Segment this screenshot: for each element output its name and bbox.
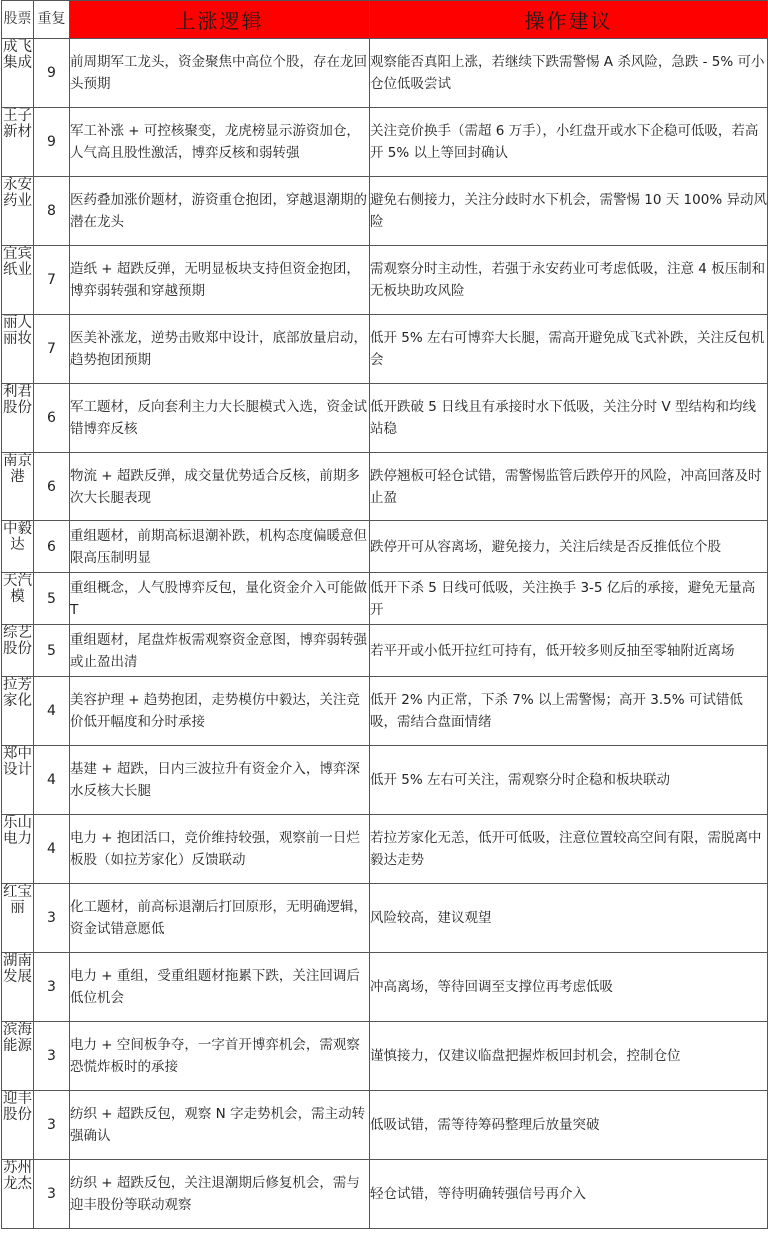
repeat-count-cell: 6 <box>34 384 70 453</box>
repeat-count-cell: 6 <box>34 453 70 521</box>
repeat-count-cell: 3 <box>34 884 70 953</box>
stock-name-cell: 丽人丽妆 <box>2 315 34 384</box>
table-row <box>2 884 768 953</box>
repeat-count-cell: 4 <box>34 815 70 884</box>
advice-cell: 跌停翘板可轻仓试错，需警惕监管后跌停开的风险，冲高回落及时止盈 <box>370 453 768 521</box>
repeat-count-cell: 9 <box>34 39 70 108</box>
advice-cell: 低开 5% 左右可博弈大长腿，需高开避免成飞式补跌，关注反包机会 <box>370 315 768 384</box>
advice-cell: 若平开或小低开拉红可持有，低开较多则反抽至零轴附近离场 <box>370 625 768 677</box>
repeat-count-cell: 5 <box>34 573 70 625</box>
repeat-count-cell: 5 <box>34 625 70 677</box>
repeat-count-cell: 3 <box>34 1160 70 1229</box>
table-row <box>2 677 768 746</box>
table-row <box>2 521 768 573</box>
stock-name-cell: 湖南发展 <box>2 953 34 1022</box>
logic-cell: 基建 + 超跌，日内三波拉升有资金介入，博弈深水反核大长腿 <box>70 746 370 815</box>
logic-cell: 医药叠加涨价题材，游资重仓抱团，穿越退潮期的潜在龙头 <box>70 177 370 246</box>
logic-cell: 重组概念，人气股博弈反包，量化资金介入可能做 T <box>70 573 370 625</box>
repeat-count-cell: 9 <box>34 108 70 177</box>
advice-cell: 跌停开可从容离场，避免接力，关注后续是否反推低位个股 <box>370 521 768 573</box>
logic-cell: 纺织 + 超跌反包，观察 N 字走势机会，需主动转强确认 <box>70 1091 370 1160</box>
advice-cell: 若拉芳家化无恙，低开可低吸，注意位置较高空间有限，需脱离中毅达走势 <box>370 815 768 884</box>
table-row <box>2 953 768 1022</box>
table-row <box>2 315 768 384</box>
stock-name-cell: 天汽模 <box>2 573 34 625</box>
stock-name-cell: 成飞集成 <box>2 39 34 108</box>
header-repeat: 重复 <box>34 1 70 39</box>
table-row <box>2 246 768 315</box>
logic-cell: 化工题材，前高标退潮后打回原形，无明确逻辑，资金试错意愿低 <box>70 884 370 953</box>
advice-cell: 谨慎接力，仅建议临盘把握炸板回封机会，控制仓位 <box>370 1022 768 1091</box>
logic-cell: 重组题材，尾盘炸板需观察资金意图，博弈弱转强或止盈出清 <box>70 625 370 677</box>
logic-cell: 物流 + 超跌反弹，成交量优势适合反核，前期多次大长腿表现 <box>70 453 370 521</box>
advice-cell: 需观察分时主动性，若强于永安药业可考虑低吸，注意 4 板压制和无板块助攻风险 <box>370 246 768 315</box>
advice-cell: 关注竞价换手（需超 6 万手），小红盘开或水下企稳可低吸，若高开 5% 以上等回封确认 <box>370 108 768 177</box>
stock-name-cell: 郑中设计 <box>2 746 34 815</box>
advice-cell: 避免右侧接力，关注分歧时水下机会，需警惕 10 天 100% 异动风险 <box>370 177 768 246</box>
header-advice: 操作建议 <box>370 1 768 39</box>
advice-cell: 低开下杀 5 日线可低吸，关注换手 3-5 亿后的承接，避免无量高开 <box>370 573 768 625</box>
stock-name-cell: 永安药业 <box>2 177 34 246</box>
logic-cell: 造纸 + 超跌反弹，无明显板块支持但资金抱团，博弈弱转强和穿越预期 <box>70 246 370 315</box>
logic-cell: 医美补涨龙，逆势击败郑中设计，底部放量启动，趋势抱团预期 <box>70 315 370 384</box>
logic-cell: 军工补涨 + 可控核聚变，龙虎榜显示游资加仓，人气高且股性激活，博弈反核和弱转强 <box>70 108 370 177</box>
advice-cell: 冲高离场，等待回调至支撑位再考虑低吸 <box>370 953 768 1022</box>
logic-cell: 重组题材，前期高标退潮补跌，机构态度偏暖意但限高压制明显 <box>70 521 370 573</box>
table-row <box>2 746 768 815</box>
logic-cell: 军工题材，反向套利主力大长腿模式入选，资金试错博弈反核 <box>70 384 370 453</box>
table-row <box>2 384 768 453</box>
stock-name-cell: 王子新材 <box>2 108 34 177</box>
advice-cell: 低开跌破 5 日线且有承接时水下低吸，关注分时 V 型结构和均线站稳 <box>370 384 768 453</box>
stock-name-cell: 宜宾纸业 <box>2 246 34 315</box>
advice-cell: 低开 2% 内正常，下杀 7% 以上需警惕；高开 3.5% 可试错低吸，需结合盘面情绪 <box>370 677 768 746</box>
table-row <box>2 177 768 246</box>
advice-cell: 观察能否真阳上涨，若继续下跌需警惕 A 杀风险，急跌 - 5% 可小仓位低吸尝试 <box>370 39 768 108</box>
stock-name-cell: 苏州龙杰 <box>2 1160 34 1229</box>
logic-cell: 电力 + 重组，受重组题材拖累下跌，关注回调后低位机会 <box>70 953 370 1022</box>
stock-name-cell: 乐山电力 <box>2 815 34 884</box>
table-row <box>2 573 768 625</box>
stock-name-cell: 南京港 <box>2 453 34 521</box>
table-row <box>2 108 768 177</box>
table-row <box>2 1091 768 1160</box>
stock-name-cell: 滨海能源 <box>2 1022 34 1091</box>
repeat-count-cell: 3 <box>34 953 70 1022</box>
logic-cell: 美容护理 + 趋势抱团，走势模仿中毅达，关注竞价低开幅度和分时承接 <box>70 677 370 746</box>
stock-name-cell: 综艺股份 <box>2 625 34 677</box>
stock-name-cell: 拉芳家化 <box>2 677 34 746</box>
repeat-count-cell: 4 <box>34 677 70 746</box>
stock-name-cell: 利君股份 <box>2 384 34 453</box>
header-logic: 上涨逻辑 <box>70 1 370 39</box>
stock-name-cell: 中毅达 <box>2 521 34 573</box>
logic-cell: 前周期军工龙头，资金聚焦中高位个股，存在龙回头预期 <box>70 39 370 108</box>
header-row <box>2 1 768 39</box>
table-row <box>2 453 768 521</box>
repeat-count-cell: 4 <box>34 746 70 815</box>
repeat-count-cell: 8 <box>34 177 70 246</box>
logic-cell: 纺织 + 超跌反包，关注退潮期后修复机会，需与迎丰股份等联动观察 <box>70 1160 370 1229</box>
repeat-count-cell: 7 <box>34 246 70 315</box>
table-row <box>2 1022 768 1091</box>
repeat-count-cell: 3 <box>34 1091 70 1160</box>
advice-cell: 风险较高，建议观望 <box>370 884 768 953</box>
table-row <box>2 815 768 884</box>
repeat-count-cell: 7 <box>34 315 70 384</box>
logic-cell: 电力 + 抱团活口，竞价维持较强，观察前一日烂板股（如拉芳家化）反馈联动 <box>70 815 370 884</box>
advice-cell: 轻仓试错，等待明确转强信号再介入 <box>370 1160 768 1229</box>
header-stock: 股票 <box>2 1 34 39</box>
stock-name-cell: 红宝丽 <box>2 884 34 953</box>
logic-cell: 电力 + 空间板争夺，一字首开博弈机会，需观察恐慌炸板时的承接 <box>70 1022 370 1091</box>
table-row <box>2 625 768 677</box>
advice-cell: 低吸试错，需等待筹码整理后放量突破 <box>370 1091 768 1160</box>
advice-cell: 低开 5% 左右可关注，需观察分时企稳和板块联动 <box>370 746 768 815</box>
table-row <box>2 39 768 108</box>
stock-name-cell: 迎丰股份 <box>2 1091 34 1160</box>
repeat-count-cell: 3 <box>34 1022 70 1091</box>
repeat-count-cell: 6 <box>34 521 70 573</box>
stock-analysis-table <box>1 0 768 1229</box>
table-row <box>2 1160 768 1229</box>
